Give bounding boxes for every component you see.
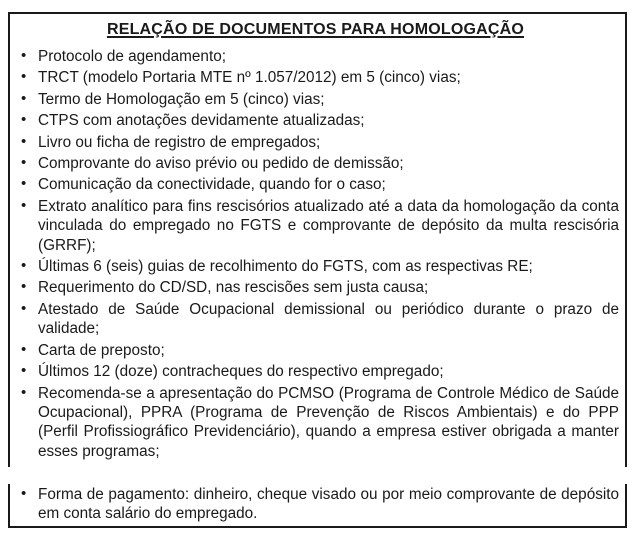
bullet-icon: • <box>21 383 27 401</box>
list-item-text: Termo de Homologação em 5 (cinco) vias; <box>38 90 325 108</box>
list-item-text: Últimas 6 (seis) guias de recolhimento do FGTS, com as respectivas RE; <box>38 258 533 276</box>
list-item-text: Comunicação da conectividade, quando for o caso; <box>38 176 386 194</box>
document-list-item <box>12 362 619 381</box>
bullet-icon: • <box>21 68 27 86</box>
document-list-item <box>12 111 619 130</box>
document-list-item <box>12 485 619 524</box>
bullet-icon: • <box>21 340 27 358</box>
list-item-text: Forma de pagamento: dinheiro, cheque visado ou por meio comprovante de depósito em conta salário do empregado. <box>38 486 619 523</box>
list-item-text: TRCT (modelo Portaria MTE nº 1.057/2012) em 5 (cinco) vias; <box>38 69 461 87</box>
bullet-icon: • <box>21 175 27 193</box>
bullet-icon: • <box>21 132 27 150</box>
list-item-text: Carta de preposto; <box>38 341 165 359</box>
document-list-item <box>12 68 619 87</box>
bullet-icon: • <box>21 47 27 64</box>
document-list-item <box>12 341 619 360</box>
document-list-item <box>12 257 619 276</box>
document-list-item <box>12 278 619 297</box>
bullet-icon: • <box>21 299 27 317</box>
bullet-icon: • <box>21 196 27 214</box>
document-list-item <box>12 47 619 66</box>
bullet-icon: • <box>21 485 27 502</box>
document-list-item <box>12 197 619 255</box>
bullet-icon: • <box>21 362 27 380</box>
document-list-item <box>12 300 619 339</box>
list-item-text: Atestado de Saúde Ocupacional demissional ou periódico durante o prazo de validade; <box>38 300 619 338</box>
list-item-text: Extrato analítico para fins rescisórios atualizado até a data da homologação da conta vinculada do empregado no FGTS e comprovante de depósito da multa rescisória (GRRF); <box>38 197 619 254</box>
bullet-icon: • <box>21 278 27 296</box>
bullet-icon: • <box>21 111 27 129</box>
bullet-icon: • <box>21 154 27 172</box>
list-item-text: Livro ou ficha de registro de empregados; <box>38 133 321 151</box>
list-item-text: Recomenda-se a apresentação do PCMSO (Programa de Controle Médico de Saúde Ocupacional), PPRA (Programa de Prevenção de Riscos Ambientais) e do PPP (Perfil Profissiográfico Previdenciário), quando a empresa estiver obrigada a manter esses programas; <box>38 384 619 460</box>
bullet-icon: • <box>21 89 27 107</box>
list-item-text: Comprovante do aviso prévio ou pedido de demissão; <box>38 155 404 173</box>
list-item-text: Últimos 12 (doze) contracheques do respectivo empregado; <box>38 363 444 381</box>
bullet-icon: • <box>21 257 27 275</box>
list-item-text: CTPS com anotações devidamente atualizadas; <box>38 112 365 130</box>
document-title: RELAÇÃO DE DOCUMENTOS PARA HOMOLOGAÇÃO <box>106 21 525 38</box>
document-list-item <box>12 90 619 109</box>
document-list-item <box>12 175 619 194</box>
list-item-text: Protocolo de agendamento; <box>38 48 226 65</box>
document-footer-list <box>12 485 619 524</box>
document-list <box>12 47 619 461</box>
document-list-item <box>12 133 619 152</box>
document-footer-box <box>8 484 627 528</box>
list-item-text: Requerimento do CD/SD, nas rescisões sem justa causa; <box>38 279 429 297</box>
document-list-item <box>12 384 619 462</box>
document-main-box <box>8 12 627 467</box>
document-list-item <box>12 154 619 173</box>
